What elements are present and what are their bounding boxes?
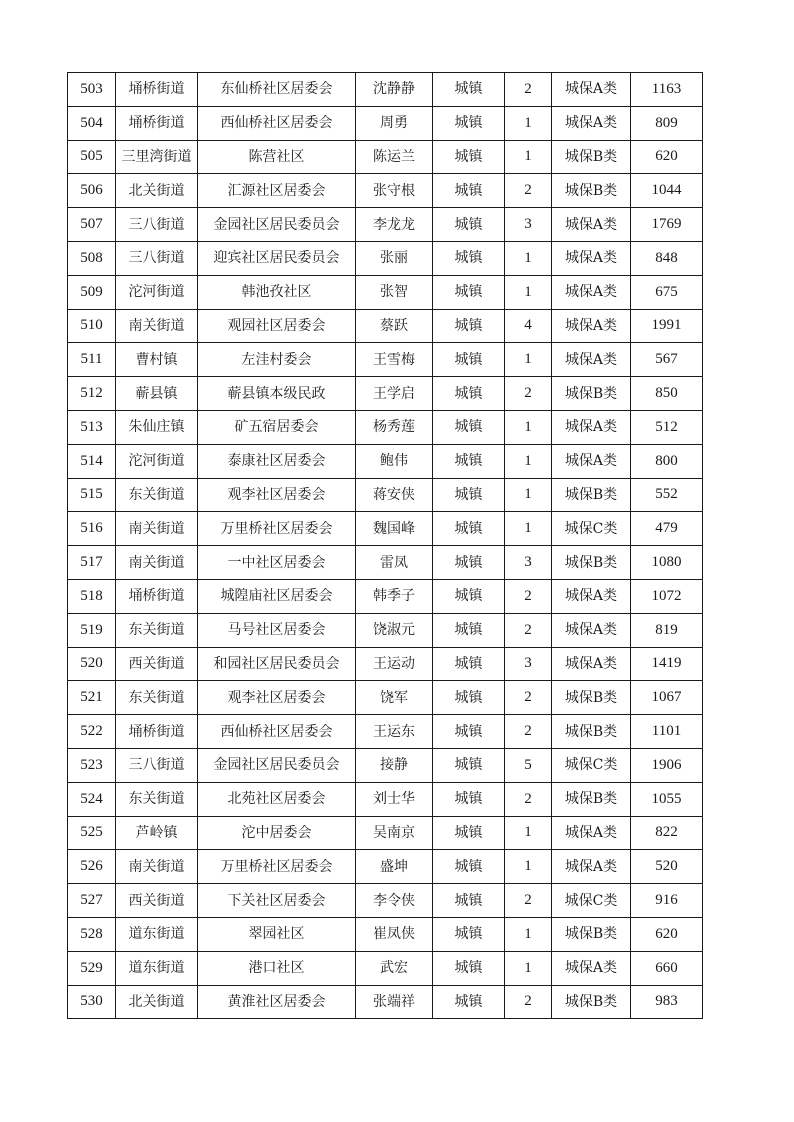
area-type-cell: 城镇 [433, 546, 505, 580]
row-number-cell: 530 [68, 985, 116, 1019]
street-name-cell: 南关街道 [116, 546, 198, 580]
recipient-name-cell: 饶军 [356, 681, 433, 715]
area-type-cell: 城镇 [433, 309, 505, 343]
area-type-cell: 城镇 [433, 478, 505, 512]
household-size-cell: 1 [505, 478, 552, 512]
street-name-cell: 西关街道 [116, 647, 198, 681]
recipient-name-cell: 蔡跃 [356, 309, 433, 343]
table-row [68, 985, 703, 1019]
insurance-category-cell: 城保C类 [552, 748, 631, 782]
community-name-cell: 蕲县镇本级民政 [198, 377, 356, 411]
row-number-cell: 516 [68, 512, 116, 546]
street-name-cell: 三里湾街道 [116, 140, 198, 174]
street-name-cell: 东关街道 [116, 782, 198, 816]
recipient-name-cell: 鲍伟 [356, 444, 433, 478]
area-type-cell: 城镇 [433, 917, 505, 951]
area-type-cell: 城镇 [433, 681, 505, 715]
street-name-cell: 南关街道 [116, 850, 198, 884]
community-name-cell: 马号社区居委会 [198, 613, 356, 647]
recipient-name-cell: 盛坤 [356, 850, 433, 884]
area-type-cell: 城镇 [433, 951, 505, 985]
area-type-cell: 城镇 [433, 444, 505, 478]
row-number-cell: 511 [68, 343, 116, 377]
street-name-cell: 蕲县镇 [116, 377, 198, 411]
table-row [68, 613, 703, 647]
amount-cell: 1072 [631, 579, 703, 613]
insurance-category-cell: 城保B类 [552, 715, 631, 749]
table-row [68, 884, 703, 918]
row-number-cell: 528 [68, 917, 116, 951]
table-row [68, 174, 703, 208]
amount-cell: 850 [631, 377, 703, 411]
row-number-cell: 522 [68, 715, 116, 749]
table-row [68, 917, 703, 951]
amount-cell: 916 [631, 884, 703, 918]
table-row [68, 377, 703, 411]
household-size-cell: 2 [505, 985, 552, 1019]
row-number-cell: 506 [68, 174, 116, 208]
amount-cell: 800 [631, 444, 703, 478]
household-size-cell: 1 [505, 512, 552, 546]
street-name-cell: 埇桥街道 [116, 715, 198, 749]
relief-recipient-table [67, 72, 703, 1019]
table-row [68, 681, 703, 715]
household-size-cell: 5 [505, 748, 552, 782]
area-type-cell: 城镇 [433, 715, 505, 749]
table-row [68, 478, 703, 512]
amount-cell: 819 [631, 613, 703, 647]
insurance-category-cell: 城保B类 [552, 917, 631, 951]
area-type-cell: 城镇 [433, 782, 505, 816]
area-type-cell: 城镇 [433, 410, 505, 444]
area-type-cell: 城镇 [433, 106, 505, 140]
insurance-category-cell: 城保A类 [552, 106, 631, 140]
row-number-cell: 508 [68, 241, 116, 275]
row-number-cell: 520 [68, 647, 116, 681]
household-size-cell: 1 [505, 850, 552, 884]
amount-cell: 1991 [631, 309, 703, 343]
community-name-cell: 西仙桥社区居委会 [198, 106, 356, 140]
household-size-cell: 1 [505, 917, 552, 951]
area-type-cell: 城镇 [433, 174, 505, 208]
amount-cell: 1055 [631, 782, 703, 816]
table-row [68, 444, 703, 478]
community-name-cell: 左洼村委会 [198, 343, 356, 377]
recipient-name-cell: 李令侠 [356, 884, 433, 918]
community-name-cell: 矿五宿居委会 [198, 410, 356, 444]
table-row [68, 647, 703, 681]
community-name-cell: 和园社区居民委员会 [198, 647, 356, 681]
insurance-category-cell: 城保A类 [552, 579, 631, 613]
community-name-cell: 陈营社区 [198, 140, 356, 174]
community-name-cell: 泰康社区居委会 [198, 444, 356, 478]
recipient-name-cell: 吴南京 [356, 816, 433, 850]
insurance-category-cell: 城保B类 [552, 681, 631, 715]
area-type-cell: 城镇 [433, 241, 505, 275]
row-number-cell: 519 [68, 613, 116, 647]
area-type-cell: 城镇 [433, 985, 505, 1019]
street-name-cell: 埇桥街道 [116, 73, 198, 107]
area-type-cell: 城镇 [433, 377, 505, 411]
street-name-cell: 三八街道 [116, 241, 198, 275]
recipient-name-cell: 张守根 [356, 174, 433, 208]
household-size-cell: 1 [505, 140, 552, 174]
row-number-cell: 503 [68, 73, 116, 107]
table-row [68, 208, 703, 242]
area-type-cell: 城镇 [433, 73, 505, 107]
area-type-cell: 城镇 [433, 512, 505, 546]
street-name-cell: 南关街道 [116, 512, 198, 546]
street-name-cell: 沱河街道 [116, 444, 198, 478]
table-row [68, 512, 703, 546]
community-name-cell: 城隍庙社区居委会 [198, 579, 356, 613]
insurance-category-cell: 城保A类 [552, 309, 631, 343]
community-name-cell: 沱中居委会 [198, 816, 356, 850]
row-number-cell: 524 [68, 782, 116, 816]
street-name-cell: 西关街道 [116, 884, 198, 918]
row-number-cell: 529 [68, 951, 116, 985]
table-row [68, 715, 703, 749]
amount-cell: 809 [631, 106, 703, 140]
amount-cell: 512 [631, 410, 703, 444]
street-name-cell: 东关街道 [116, 681, 198, 715]
recipient-name-cell: 刘士华 [356, 782, 433, 816]
insurance-category-cell: 城保A类 [552, 275, 631, 309]
recipient-name-cell: 陈运兰 [356, 140, 433, 174]
area-type-cell: 城镇 [433, 816, 505, 850]
insurance-category-cell: 城保A类 [552, 208, 631, 242]
amount-cell: 620 [631, 917, 703, 951]
amount-cell: 983 [631, 985, 703, 1019]
community-name-cell: 观李社区居委会 [198, 681, 356, 715]
amount-cell: 1067 [631, 681, 703, 715]
area-type-cell: 城镇 [433, 343, 505, 377]
recipient-name-cell: 魏国峰 [356, 512, 433, 546]
insurance-category-cell: 城保C类 [552, 884, 631, 918]
amount-cell: 567 [631, 343, 703, 377]
insurance-category-cell: 城保A类 [552, 444, 631, 478]
community-name-cell: 一中社区居委会 [198, 546, 356, 580]
insurance-category-cell: 城保A类 [552, 951, 631, 985]
recipient-name-cell: 韩季子 [356, 579, 433, 613]
insurance-category-cell: 城保A类 [552, 410, 631, 444]
community-name-cell: 翠园社区 [198, 917, 356, 951]
recipient-name-cell: 张智 [356, 275, 433, 309]
household-size-cell: 2 [505, 613, 552, 647]
insurance-category-cell: 城保B类 [552, 782, 631, 816]
insurance-category-cell: 城保B类 [552, 985, 631, 1019]
row-number-cell: 521 [68, 681, 116, 715]
household-size-cell: 1 [505, 816, 552, 850]
recipient-name-cell: 沈静静 [356, 73, 433, 107]
street-name-cell: 南关街道 [116, 309, 198, 343]
table-row [68, 850, 703, 884]
table-row [68, 951, 703, 985]
street-name-cell: 朱仙庄镇 [116, 410, 198, 444]
row-number-cell: 509 [68, 275, 116, 309]
row-number-cell: 514 [68, 444, 116, 478]
household-size-cell: 2 [505, 73, 552, 107]
community-name-cell: 迎宾社区居民委员会 [198, 241, 356, 275]
row-number-cell: 515 [68, 478, 116, 512]
insurance-category-cell: 城保B类 [552, 174, 631, 208]
community-name-cell: 观园社区居委会 [198, 309, 356, 343]
recipient-name-cell: 王运动 [356, 647, 433, 681]
household-size-cell: 2 [505, 681, 552, 715]
area-type-cell: 城镇 [433, 613, 505, 647]
household-size-cell: 1 [505, 343, 552, 377]
area-type-cell: 城镇 [433, 579, 505, 613]
table-row [68, 106, 703, 140]
table-body [68, 73, 703, 1019]
recipient-name-cell: 崔凤侠 [356, 917, 433, 951]
amount-cell: 1163 [631, 73, 703, 107]
recipient-name-cell: 武宏 [356, 951, 433, 985]
recipient-name-cell: 李龙龙 [356, 208, 433, 242]
row-number-cell: 518 [68, 579, 116, 613]
table-row [68, 748, 703, 782]
table-row [68, 546, 703, 580]
recipient-name-cell: 周勇 [356, 106, 433, 140]
amount-cell: 1080 [631, 546, 703, 580]
street-name-cell: 曹村镇 [116, 343, 198, 377]
table-row [68, 579, 703, 613]
table-row [68, 275, 703, 309]
area-type-cell: 城镇 [433, 748, 505, 782]
household-size-cell: 1 [505, 106, 552, 140]
amount-cell: 1769 [631, 208, 703, 242]
insurance-category-cell: 城保A类 [552, 73, 631, 107]
recipient-name-cell: 杨秀莲 [356, 410, 433, 444]
street-name-cell: 沱河街道 [116, 275, 198, 309]
amount-cell: 1419 [631, 647, 703, 681]
area-type-cell: 城镇 [433, 208, 505, 242]
amount-cell: 1044 [631, 174, 703, 208]
recipient-name-cell: 饶淑元 [356, 613, 433, 647]
table-row [68, 140, 703, 174]
area-type-cell: 城镇 [433, 850, 505, 884]
table-row [68, 816, 703, 850]
table-row [68, 73, 703, 107]
area-type-cell: 城镇 [433, 884, 505, 918]
amount-cell: 822 [631, 816, 703, 850]
household-size-cell: 4 [505, 309, 552, 343]
row-number-cell: 504 [68, 106, 116, 140]
street-name-cell: 埇桥街道 [116, 579, 198, 613]
community-name-cell: 下关社区居委会 [198, 884, 356, 918]
street-name-cell: 北关街道 [116, 174, 198, 208]
row-number-cell: 525 [68, 816, 116, 850]
table-row [68, 343, 703, 377]
recipient-name-cell: 张端祥 [356, 985, 433, 1019]
community-name-cell: 东仙桥社区居委会 [198, 73, 356, 107]
community-name-cell: 北苑社区居委会 [198, 782, 356, 816]
insurance-category-cell: 城保A类 [552, 613, 631, 647]
table-row [68, 782, 703, 816]
community-name-cell: 金园社区居民委员会 [198, 748, 356, 782]
household-size-cell: 2 [505, 884, 552, 918]
amount-cell: 520 [631, 850, 703, 884]
community-name-cell: 汇源社区居委会 [198, 174, 356, 208]
row-number-cell: 505 [68, 140, 116, 174]
household-size-cell: 1 [505, 275, 552, 309]
insurance-category-cell: 城保A类 [552, 343, 631, 377]
street-name-cell: 东关街道 [116, 613, 198, 647]
community-name-cell: 观李社区居委会 [198, 478, 356, 512]
household-size-cell: 2 [505, 377, 552, 411]
table-row [68, 241, 703, 275]
insurance-category-cell: 城保A类 [552, 241, 631, 275]
row-number-cell: 507 [68, 208, 116, 242]
community-name-cell: 港口社区 [198, 951, 356, 985]
amount-cell: 848 [631, 241, 703, 275]
household-size-cell: 1 [505, 410, 552, 444]
recipient-name-cell: 王雪梅 [356, 343, 433, 377]
household-size-cell: 3 [505, 208, 552, 242]
amount-cell: 1101 [631, 715, 703, 749]
amount-cell: 552 [631, 478, 703, 512]
household-size-cell: 2 [505, 579, 552, 613]
row-number-cell: 526 [68, 850, 116, 884]
row-number-cell: 510 [68, 309, 116, 343]
community-name-cell: 西仙桥社区居委会 [198, 715, 356, 749]
row-number-cell: 512 [68, 377, 116, 411]
community-name-cell: 金园社区居民委员会 [198, 208, 356, 242]
household-size-cell: 2 [505, 782, 552, 816]
household-size-cell: 1 [505, 951, 552, 985]
insurance-category-cell: 城保A类 [552, 816, 631, 850]
amount-cell: 479 [631, 512, 703, 546]
recipient-name-cell: 张丽 [356, 241, 433, 275]
street-name-cell: 道东街道 [116, 917, 198, 951]
amount-cell: 1906 [631, 748, 703, 782]
recipient-name-cell: 王运东 [356, 715, 433, 749]
insurance-category-cell: 城保C类 [552, 512, 631, 546]
insurance-category-cell: 城保B类 [552, 478, 631, 512]
insurance-category-cell: 城保B类 [552, 140, 631, 174]
street-name-cell: 三八街道 [116, 748, 198, 782]
street-name-cell: 三八街道 [116, 208, 198, 242]
row-number-cell: 523 [68, 748, 116, 782]
community-name-cell: 万里桥社区居委会 [198, 850, 356, 884]
row-number-cell: 513 [68, 410, 116, 444]
amount-cell: 660 [631, 951, 703, 985]
household-size-cell: 2 [505, 174, 552, 208]
table-row [68, 410, 703, 444]
household-size-cell: 1 [505, 444, 552, 478]
area-type-cell: 城镇 [433, 275, 505, 309]
insurance-category-cell: 城保B类 [552, 377, 631, 411]
table-row [68, 309, 703, 343]
street-name-cell: 道东街道 [116, 951, 198, 985]
amount-cell: 620 [631, 140, 703, 174]
street-name-cell: 埇桥街道 [116, 106, 198, 140]
recipient-name-cell: 蒋安侠 [356, 478, 433, 512]
amount-cell: 675 [631, 275, 703, 309]
household-size-cell: 2 [505, 715, 552, 749]
street-name-cell: 东关街道 [116, 478, 198, 512]
insurance-category-cell: 城保A类 [552, 647, 631, 681]
household-size-cell: 3 [505, 647, 552, 681]
street-name-cell: 芦岭镇 [116, 816, 198, 850]
area-type-cell: 城镇 [433, 140, 505, 174]
household-size-cell: 1 [505, 241, 552, 275]
insurance-category-cell: 城保B类 [552, 546, 631, 580]
recipient-name-cell: 接静 [356, 748, 433, 782]
recipient-name-cell: 王学启 [356, 377, 433, 411]
recipient-name-cell: 雷凤 [356, 546, 433, 580]
row-number-cell: 517 [68, 546, 116, 580]
community-name-cell: 黄淮社区居委会 [198, 985, 356, 1019]
community-name-cell: 万里桥社区居委会 [198, 512, 356, 546]
household-size-cell: 3 [505, 546, 552, 580]
community-name-cell: 韩池孜社区 [198, 275, 356, 309]
row-number-cell: 527 [68, 884, 116, 918]
insurance-category-cell: 城保A类 [552, 850, 631, 884]
street-name-cell: 北关街道 [116, 985, 198, 1019]
area-type-cell: 城镇 [433, 647, 505, 681]
